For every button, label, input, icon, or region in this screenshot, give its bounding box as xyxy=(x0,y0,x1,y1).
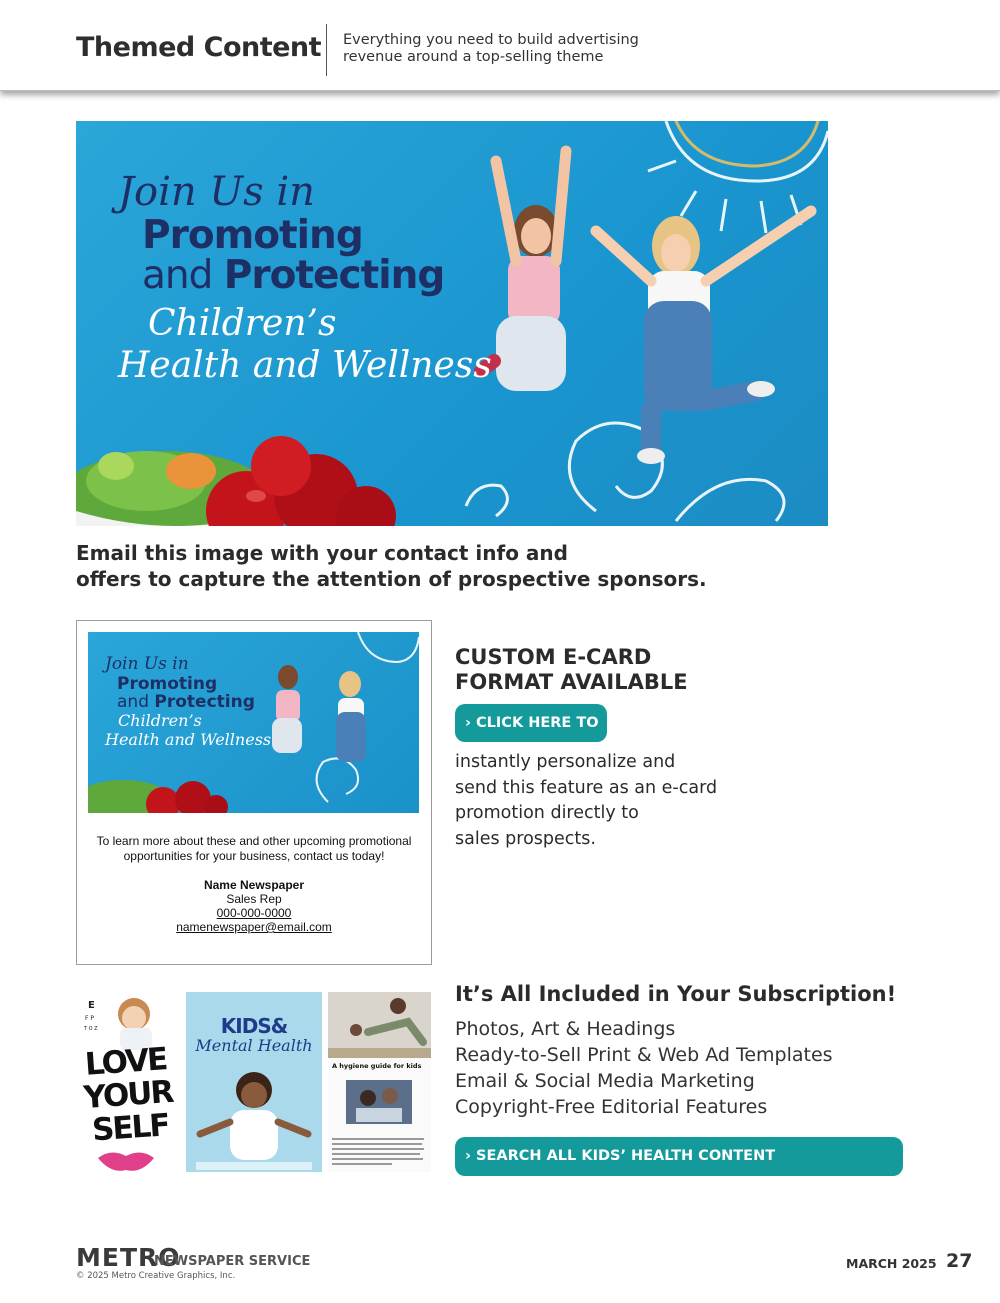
custom-body-line: sales prospects. xyxy=(455,828,596,849)
handwashing-photo xyxy=(346,1080,412,1124)
salad-bowl-and-apples xyxy=(76,436,396,526)
ecard-heading-protecting: Protecting xyxy=(154,692,255,712)
hero-caption xyxy=(76,540,776,592)
hero-heading-line: Promoting xyxy=(142,213,363,258)
ecard-heading-line: Promoting xyxy=(117,674,218,694)
search-kids-health-button[interactable]: › SEARCH ALL KIDS’ HEALTH CONTENT xyxy=(455,1137,903,1176)
hero-image xyxy=(76,121,828,526)
included-item: Copyright-Free Editorial Features xyxy=(455,1096,768,1118)
custom-ecard-title xyxy=(455,645,755,695)
contact-phone[interactable]: 000-000-0000 xyxy=(216,906,292,920)
contact-email-link[interactable]: namenewspaper@email.com xyxy=(176,920,332,934)
content-thumbnails xyxy=(76,990,436,1175)
hero-heading-line: Health and Wellness xyxy=(118,345,492,386)
hero-heading-line: Join Us in xyxy=(118,169,315,215)
metro-logo: METRO xyxy=(76,1243,181,1272)
swirl-doodle xyxy=(466,423,784,521)
ecard-message-line: To learn more about these and other upcoming promotional xyxy=(96,834,412,848)
included-title: It’s All Included in Your Subscription! xyxy=(455,982,897,1006)
ecard-message xyxy=(87,834,421,864)
custom-body-line: promotion directly to xyxy=(455,803,639,823)
contact-name: Name Newspaper xyxy=(203,878,305,892)
kids-mental-health-thumbnail[interactable] xyxy=(186,992,322,1172)
svg-text:T O Z: T O Z xyxy=(84,1026,98,1032)
jumping-girls xyxy=(481,151,811,464)
ecard-message-line: opportunities for your business, contact us today! xyxy=(123,849,385,863)
article-text-lines xyxy=(332,1138,427,1170)
click-here-button[interactable]: › CLICK HERE TO xyxy=(455,704,607,742)
footer-date: MARCH 2025 xyxy=(846,1256,937,1271)
lips-icon xyxy=(96,1148,156,1174)
custom-ecard-description xyxy=(455,750,765,852)
subtitle-line: revenue around a top-selling theme xyxy=(343,49,604,65)
ecard-heading-and: and xyxy=(117,692,155,712)
caption-line: Email this image with your contact info and xyxy=(76,541,568,565)
hygiene-heading: A hygiene guide for kids xyxy=(332,1062,422,1070)
ecard-heading-line: Children’s xyxy=(118,711,202,730)
love-yourself-art xyxy=(75,1043,182,1149)
subtitle-line: Everything you need to build advertising xyxy=(343,32,639,48)
love-line: LOVE xyxy=(83,1041,168,1083)
page-number: 27 xyxy=(946,1250,973,1272)
love-line: SELF xyxy=(90,1107,170,1149)
meditating-child-image xyxy=(186,1062,322,1172)
ecard-heading-line: Health and Wellness xyxy=(105,730,272,749)
exercise-photo xyxy=(328,992,431,1058)
footer-service-name: NEWSPAPER SERVICE xyxy=(154,1254,311,1269)
header-divider xyxy=(326,24,327,76)
custom-title-line: FORMAT AVAILABLE xyxy=(455,670,688,694)
included-item: Email & Social Media Marketing xyxy=(455,1070,755,1092)
ecard-image xyxy=(88,632,419,813)
page-subtitle xyxy=(343,32,663,66)
hero-heading-line: Children’s xyxy=(148,303,337,344)
caption-line: offers to capture the attention of prospective sponsors. xyxy=(76,567,707,591)
custom-body-line: send this feature as an e-card xyxy=(455,777,718,798)
contact-role: Sales Rep xyxy=(226,892,282,906)
custom-body-line: instantly personalize and xyxy=(455,752,676,772)
footer-copyright: © 2025 Metro Creative Graphics, Inc. xyxy=(76,1271,236,1281)
ecard-heading-line: Join Us in xyxy=(105,654,189,674)
kids-title: KIDS& xyxy=(220,1014,288,1038)
included-item: Ready-to-Sell Print & Web Ad Templates xyxy=(455,1044,833,1066)
hero-heading-line xyxy=(142,253,444,298)
hygiene-guide-thumbnail[interactable] xyxy=(328,992,431,1172)
hero-heading-and: and xyxy=(142,253,224,298)
hero-heading-protecting: Protecting xyxy=(223,253,445,298)
custom-title-line: CUSTOM E-CARD xyxy=(455,645,652,669)
svg-text:E: E xyxy=(88,1000,95,1011)
included-item: Photos, Art & Headings xyxy=(455,1018,676,1040)
kids-subtitle: Mental Health xyxy=(195,1036,313,1055)
ecard-preview[interactable] xyxy=(76,620,432,965)
ecard-heading-line xyxy=(117,692,255,712)
page-title: Themed Content xyxy=(76,32,322,63)
love-yourself-thumbnail[interactable] xyxy=(76,990,180,1175)
svg-text:F P: F P xyxy=(85,1015,94,1022)
love-line: YOUR xyxy=(82,1073,174,1117)
